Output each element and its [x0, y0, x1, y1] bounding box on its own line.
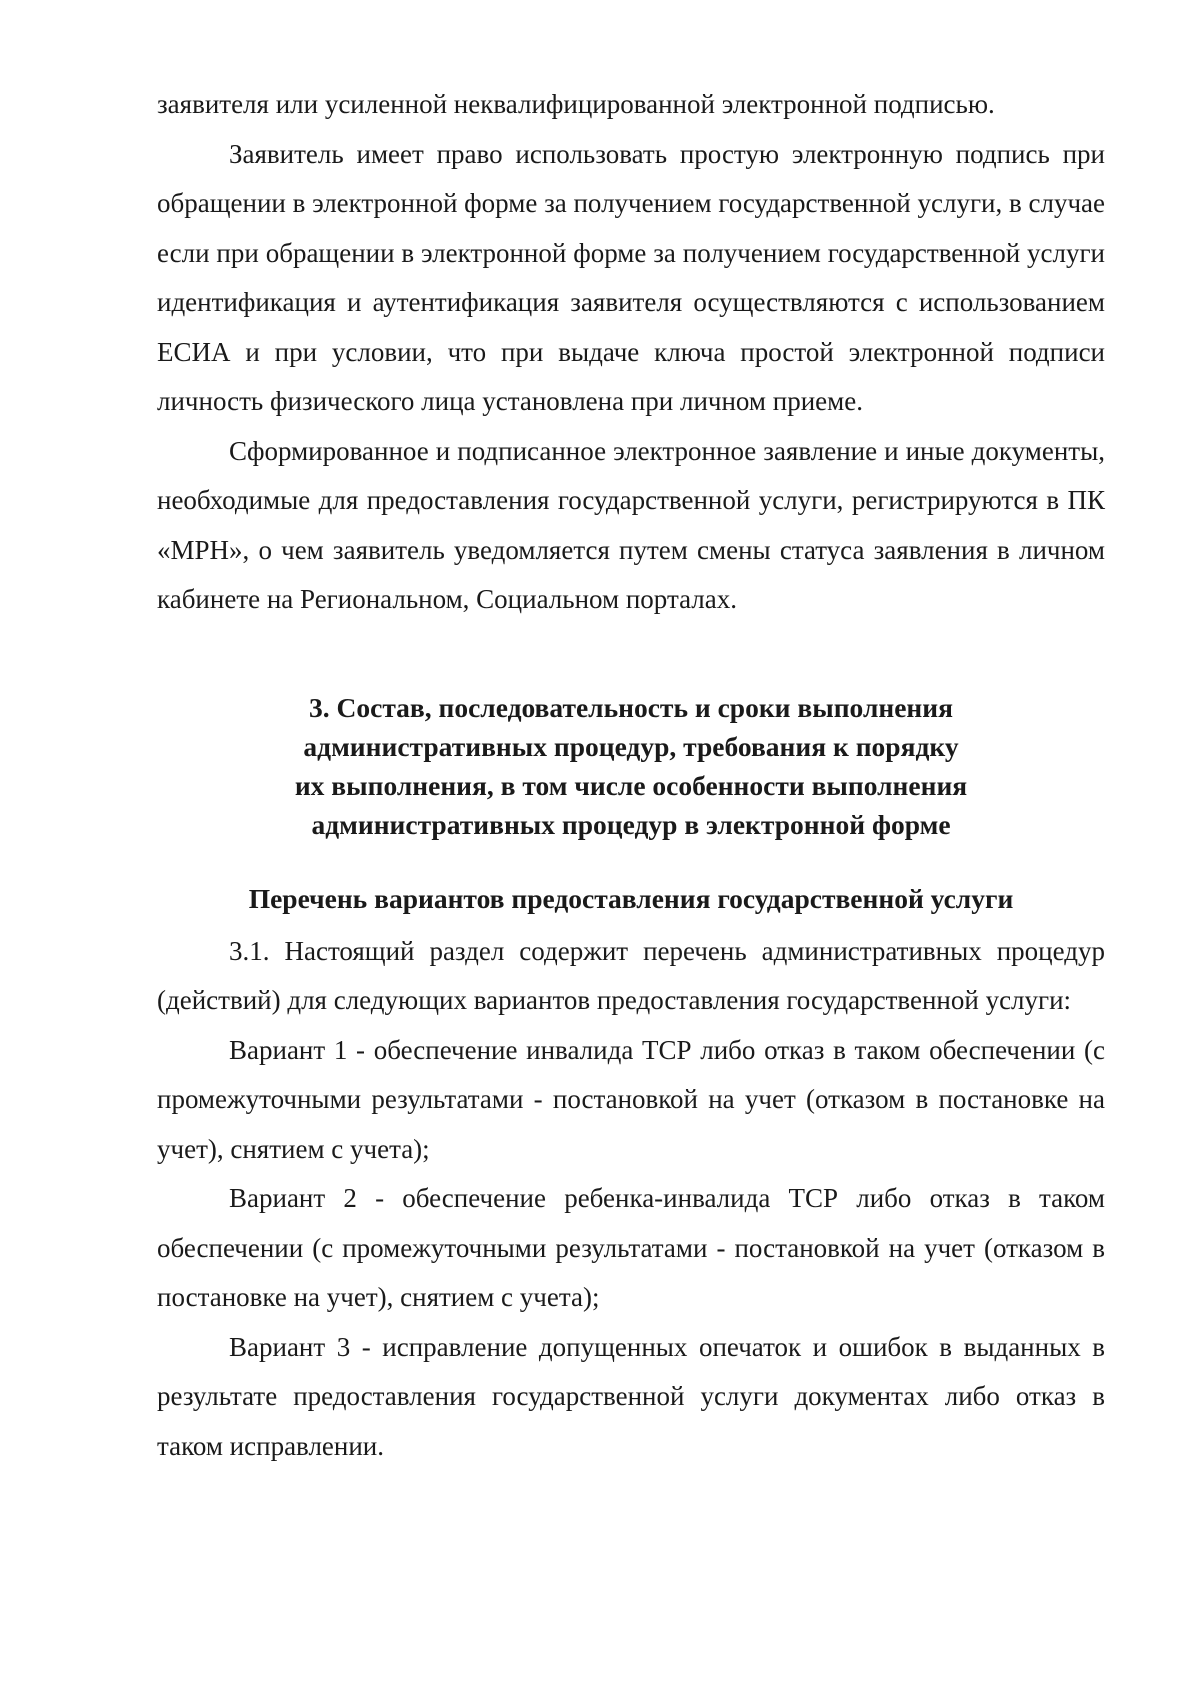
- variants-subheading: Перечень вариантов предоставления государственной услуги: [248, 882, 1014, 914]
- paragraph-variant-2: Вариант 2 - обеспечение ребенка-инвалида ТСР либо отказ в таком обеспечении (с промежуточными результатами - постановкой на учет (отказом в постановке на учет), снятием с учета);: [157, 1183, 1105, 1312]
- section-3-heading: [157, 688, 1105, 844]
- section-heading-line: административных процедур в электронной форме: [311, 808, 951, 840]
- paragraph-variant-3: Вариант 3 - исправление допущенных опечаток и ошибок в выданных в результате предоставления государственной услуги документах либо отказ в таком исправлении.: [157, 1331, 1105, 1461]
- section-heading-line: их выполнения, в том числе особенности выполнения: [294, 769, 968, 801]
- paragraph-registration: Сформированное и подписанное электронное заявление и иные документы, необходимые для предоставления государственной услуги, регистрируются в ПК «МРН», о чем заявитель уведомляется путем смены статуса заявления в личном кабинете на Региональном, Социальном порталах.: [157, 435, 1105, 614]
- paragraph-signature-continuation: заявителя или усиленной неквалифицированной электронной подписью.: [157, 89, 995, 119]
- document-body: [157, 80, 1105, 1471]
- paragraph-simple-signature: Заявитель имеет право использовать простую электронную подпись при обращении в электронной форме за получением государственной услуги, в случае если при обращении в электронной форме за получением государственной услуги идентификация и аутентификация заявителя осуществляются с использованием ЕСИА и при условии, что при выдаче ключа простой электронной подписи личность физического лица установлена при личном приеме.: [157, 138, 1105, 416]
- paragraph-variant-1: Вариант 1 - обеспечение инвалида ТСР либо отказ в таком обеспечении (с промежуточными результатами - постановкой на учет (отказом в постановке на учет), снятием с учета);: [157, 1034, 1105, 1164]
- section-heading-line: административных процедур, требования к порядку: [303, 730, 959, 762]
- paragraph-3-1: 3.1. Настоящий раздел содержит перечень административных процедур (действий) для следующих вариантов предоставления государственной услуги:: [157, 935, 1105, 1015]
- section-heading-line: 3. Состав, последовательность и сроки выполнения: [309, 691, 953, 723]
